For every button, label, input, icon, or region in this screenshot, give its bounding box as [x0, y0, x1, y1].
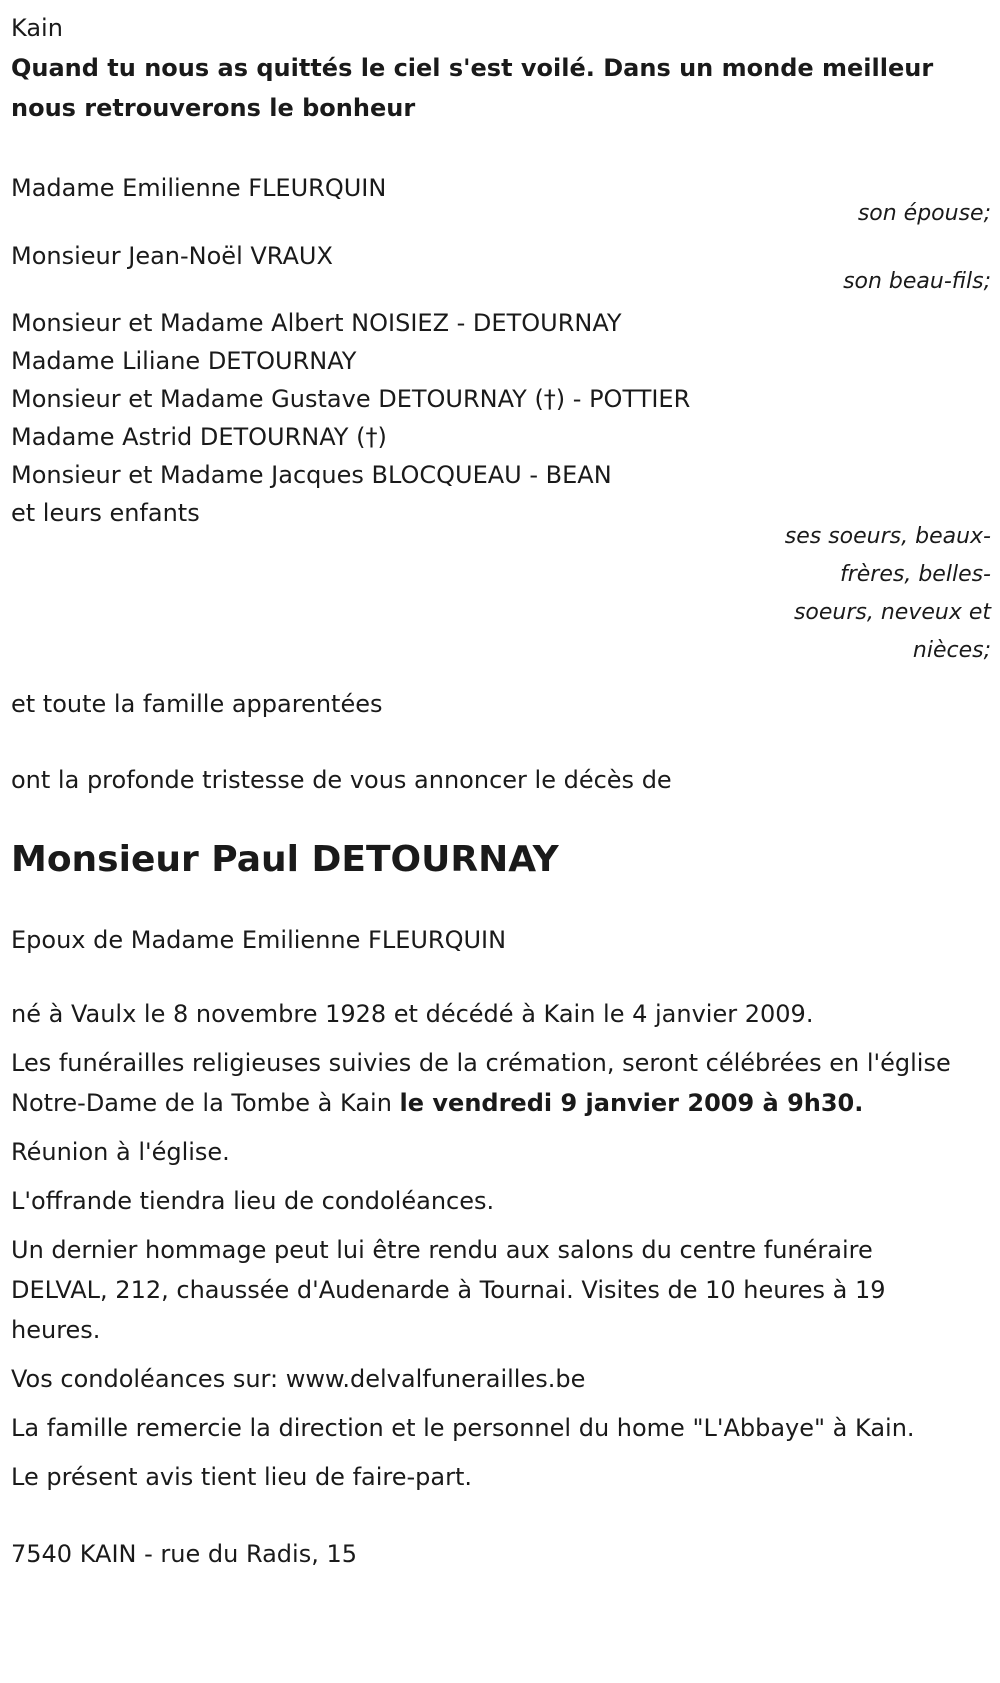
relation-label: son épouse;	[857, 201, 991, 226]
notice-statement: Le présent avis tient lieu de faire-part.	[11, 1463, 473, 1491]
family-member: Monsieur et Madame Jacques BLOCQUEAU - BEAN	[11, 461, 612, 489]
relation-label: son beau-fils;	[843, 269, 991, 294]
family-member: Monsieur et Madame Gustave DETOURNAY (†) - POTTIER	[11, 385, 691, 413]
meeting-place: Réunion à l'église.	[11, 1138, 230, 1166]
family-member: Monsieur et Madame Albert NOISIEZ - DETOURNAY	[11, 309, 622, 337]
thanks-note: La famille remercie la direction et le personnel du home "L'Abbaye" à Kain.	[11, 1414, 915, 1442]
funeral-datetime: le vendredi 9 janvier 2009 à 9h30.	[399, 1089, 864, 1117]
family-member: Madame Emilienne FLEURQUIN	[11, 174, 387, 202]
funeral-text: Les funérailles religieuses suivies de la crémation, seront célébrées en l'église Notre-Dame de la Tombe à Kain	[11, 1049, 951, 1117]
family-group-stepson	[11, 236, 991, 302]
family-group-spouse	[11, 168, 991, 234]
offering-note: L'offrande tiendra lieu de condoléances.	[11, 1187, 495, 1215]
extended-family: et toute la famille apparentées	[11, 690, 383, 718]
birth-death: né à Vaulx le 8 novembre 1928 et décédé à Kain le 4 janvier 2009.	[11, 1000, 814, 1028]
tribute-info: Un dernier hommage peut lui être rendu aux salons du centre funéraire DELVAL, 212, chaussée d'Audenarde à Tournai. Visites de 10 heures à 19 heures.	[11, 1236, 886, 1344]
relation-label: ses soeurs, beaux-frères, belles-soeurs, neveux et nièces;	[784, 524, 991, 663]
family-address: 7540 KAIN - rue du Radis, 15	[11, 1540, 357, 1568]
epitaph: Quand tu nous as quittés le ciel s'est voilé. Dans un monde meilleur nous retrouverons le bonheur	[11, 54, 934, 122]
family-member: Monsieur Jean-Noël VRAUX	[11, 242, 333, 270]
family-member: Madame Astrid DETOURNAY (†)	[11, 423, 387, 451]
spouse-line: Epoux de Madame Emilienne FLEURQUIN	[11, 926, 507, 954]
location: Kain	[11, 14, 63, 42]
condolences-link: Vos condoléances sur: www.delvalfunerailles.be	[11, 1365, 586, 1393]
announcement: ont la profonde tristesse de vous annoncer le décès de	[11, 766, 672, 794]
deceased-name: Monsieur Paul DETOURNAY	[11, 839, 559, 880]
family-member: Madame Liliane DETOURNAY	[11, 347, 357, 375]
family-member: et leurs enfants	[11, 499, 200, 527]
funeral-details	[11, 1043, 971, 1123]
family-group-siblings	[11, 304, 991, 670]
obituary-notice	[11, 8, 991, 1574]
